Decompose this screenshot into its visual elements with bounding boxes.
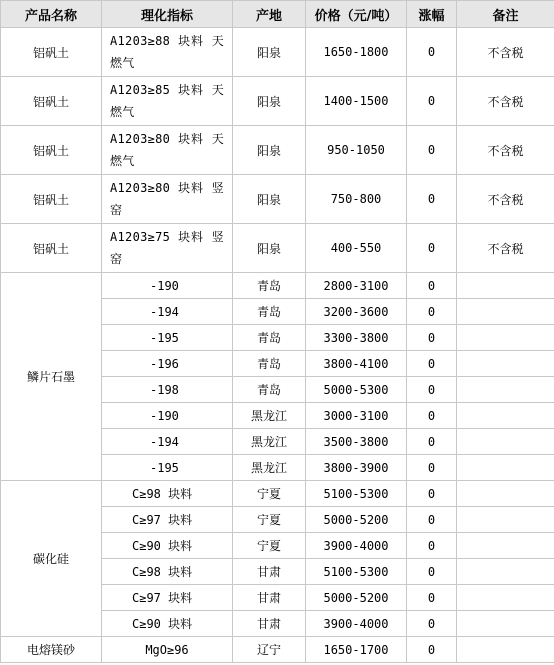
spec-cell: -195 — [102, 325, 233, 351]
note-cell — [457, 507, 554, 533]
product-cell: 铝矾土 — [1, 77, 102, 126]
spec-cell: C≥90 块料 — [102, 533, 233, 559]
change-cell: 0 — [407, 273, 457, 299]
change-cell: 0 — [407, 533, 457, 559]
spec-cell: C≥97 块料 — [102, 507, 233, 533]
price-cell: 2800-3100 — [306, 273, 407, 299]
note-cell — [457, 585, 554, 611]
spec-cell: C≥97 块料 — [102, 585, 233, 611]
note-cell — [457, 351, 554, 377]
origin-cell: 阳泉 — [233, 77, 306, 126]
price-cell: 3000-3100 — [306, 403, 407, 429]
product-cell: 铝矾土 — [1, 28, 102, 77]
price-cell: 3300-3800 — [306, 325, 407, 351]
change-cell: 0 — [407, 325, 457, 351]
change-cell: 0 — [407, 77, 457, 126]
change-cell: 0 — [407, 28, 457, 77]
origin-cell: 阳泉 — [233, 126, 306, 175]
origin-cell: 青岛 — [233, 325, 306, 351]
origin-cell: 宁夏 — [233, 507, 306, 533]
origin-cell: 青岛 — [233, 377, 306, 403]
header-price: 价格（元/吨） — [306, 1, 407, 28]
header-row — [1, 1, 554, 28]
change-cell: 0 — [407, 377, 457, 403]
price-cell: 950-1050 — [306, 126, 407, 175]
price-cell: 1650-1800 — [306, 28, 407, 77]
change-cell: 0 — [407, 403, 457, 429]
change-cell: 0 — [407, 351, 457, 377]
spec-cell: -194 — [102, 299, 233, 325]
origin-cell: 宁夏 — [233, 533, 306, 559]
origin-cell: 辽宁 — [233, 637, 306, 663]
price-cell: 3200-3600 — [306, 299, 407, 325]
note-cell — [457, 559, 554, 585]
product-cell: 鳞片石墨 — [1, 273, 102, 481]
table-row — [1, 126, 554, 175]
spec-cell: -190 — [102, 403, 233, 429]
price-cell: 3900-4000 — [306, 533, 407, 559]
note-cell: 不含税 — [457, 126, 554, 175]
origin-cell: 黑龙江 — [233, 455, 306, 481]
origin-cell: 阳泉 — [233, 175, 306, 224]
note-cell — [457, 429, 554, 455]
note-cell — [457, 325, 554, 351]
change-cell: 0 — [407, 429, 457, 455]
price-cell: 3800-4100 — [306, 351, 407, 377]
origin-cell: 青岛 — [233, 299, 306, 325]
change-cell: 0 — [407, 585, 457, 611]
note-cell — [457, 455, 554, 481]
change-cell: 0 — [407, 481, 457, 507]
product-cell: 铝矾土 — [1, 224, 102, 273]
spec-cell: C≥90 块料 — [102, 611, 233, 637]
spec-cell: A1203≥88 块料 天燃气 — [102, 28, 233, 77]
change-cell: 0 — [407, 299, 457, 325]
price-cell: 5000-5200 — [306, 507, 407, 533]
change-cell: 0 — [407, 507, 457, 533]
origin-cell: 甘肃 — [233, 611, 306, 637]
spec-cell: A1203≥75 块料 竖窑 — [102, 224, 233, 273]
table-row — [1, 77, 554, 126]
price-cell: 5100-5300 — [306, 559, 407, 585]
note-cell: 不含税 — [457, 175, 554, 224]
origin-cell: 阳泉 — [233, 28, 306, 77]
change-cell: 0 — [407, 559, 457, 585]
table-row — [1, 175, 554, 224]
price-cell: 400-550 — [306, 224, 407, 273]
spec-cell: A1203≥80 块料 天燃气 — [102, 126, 233, 175]
header-spec: 理化指标 — [102, 1, 233, 28]
note-cell — [457, 273, 554, 299]
table-row — [1, 273, 554, 299]
product-cell: 电熔镁砂 — [1, 637, 102, 663]
price-cell: 5100-5300 — [306, 481, 407, 507]
change-cell: 0 — [407, 637, 457, 663]
spec-cell: -194 — [102, 429, 233, 455]
note-cell: 不含税 — [457, 77, 554, 126]
header-change: 涨幅 — [407, 1, 457, 28]
header-origin: 产地 — [233, 1, 306, 28]
header-product: 产品名称 — [1, 1, 102, 28]
note-cell — [457, 481, 554, 507]
change-cell: 0 — [407, 126, 457, 175]
note-cell — [457, 377, 554, 403]
spec-cell: -196 — [102, 351, 233, 377]
price-cell: 1400-1500 — [306, 77, 407, 126]
price-cell: 750-800 — [306, 175, 407, 224]
change-cell: 0 — [407, 611, 457, 637]
origin-cell: 青岛 — [233, 351, 306, 377]
spec-cell: C≥98 块料 — [102, 481, 233, 507]
note-cell — [457, 403, 554, 429]
origin-cell: 宁夏 — [233, 481, 306, 507]
origin-cell: 甘肃 — [233, 559, 306, 585]
note-cell — [457, 637, 554, 663]
price-cell: 3900-4000 — [306, 611, 407, 637]
product-cell: 铝矾土 — [1, 126, 102, 175]
change-cell: 0 — [407, 224, 457, 273]
table-row — [1, 28, 554, 77]
price-cell: 5000-5200 — [306, 585, 407, 611]
note-cell — [457, 299, 554, 325]
price-cell: 1650-1700 — [306, 637, 407, 663]
change-cell: 0 — [407, 175, 457, 224]
origin-cell: 青岛 — [233, 273, 306, 299]
spec-cell: -190 — [102, 273, 233, 299]
product-cell: 碳化硅 — [1, 481, 102, 637]
price-cell: 3800-3900 — [306, 455, 407, 481]
price-cell: 3500-3800 — [306, 429, 407, 455]
spec-cell: -198 — [102, 377, 233, 403]
price-cell: 5000-5300 — [306, 377, 407, 403]
origin-cell: 黑龙江 — [233, 403, 306, 429]
note-cell — [457, 533, 554, 559]
origin-cell: 阳泉 — [233, 224, 306, 273]
note-cell — [457, 611, 554, 637]
product-cell: 铝矾土 — [1, 175, 102, 224]
note-cell: 不含税 — [457, 224, 554, 273]
table-row — [1, 481, 554, 507]
origin-cell: 黑龙江 — [233, 429, 306, 455]
spec-cell: C≥98 块料 — [102, 559, 233, 585]
spec-cell: A1203≥80 块料 竖窑 — [102, 175, 233, 224]
table-row — [1, 637, 554, 663]
change-cell: 0 — [407, 455, 457, 481]
table-row — [1, 224, 554, 273]
spec-cell: MgO≥96 — [102, 637, 233, 663]
spec-cell: -195 — [102, 455, 233, 481]
origin-cell: 甘肃 — [233, 585, 306, 611]
header-note: 备注 — [457, 1, 554, 28]
note-cell: 不含税 — [457, 28, 554, 77]
spec-cell: A1203≥85 块料 天燃气 — [102, 77, 233, 126]
